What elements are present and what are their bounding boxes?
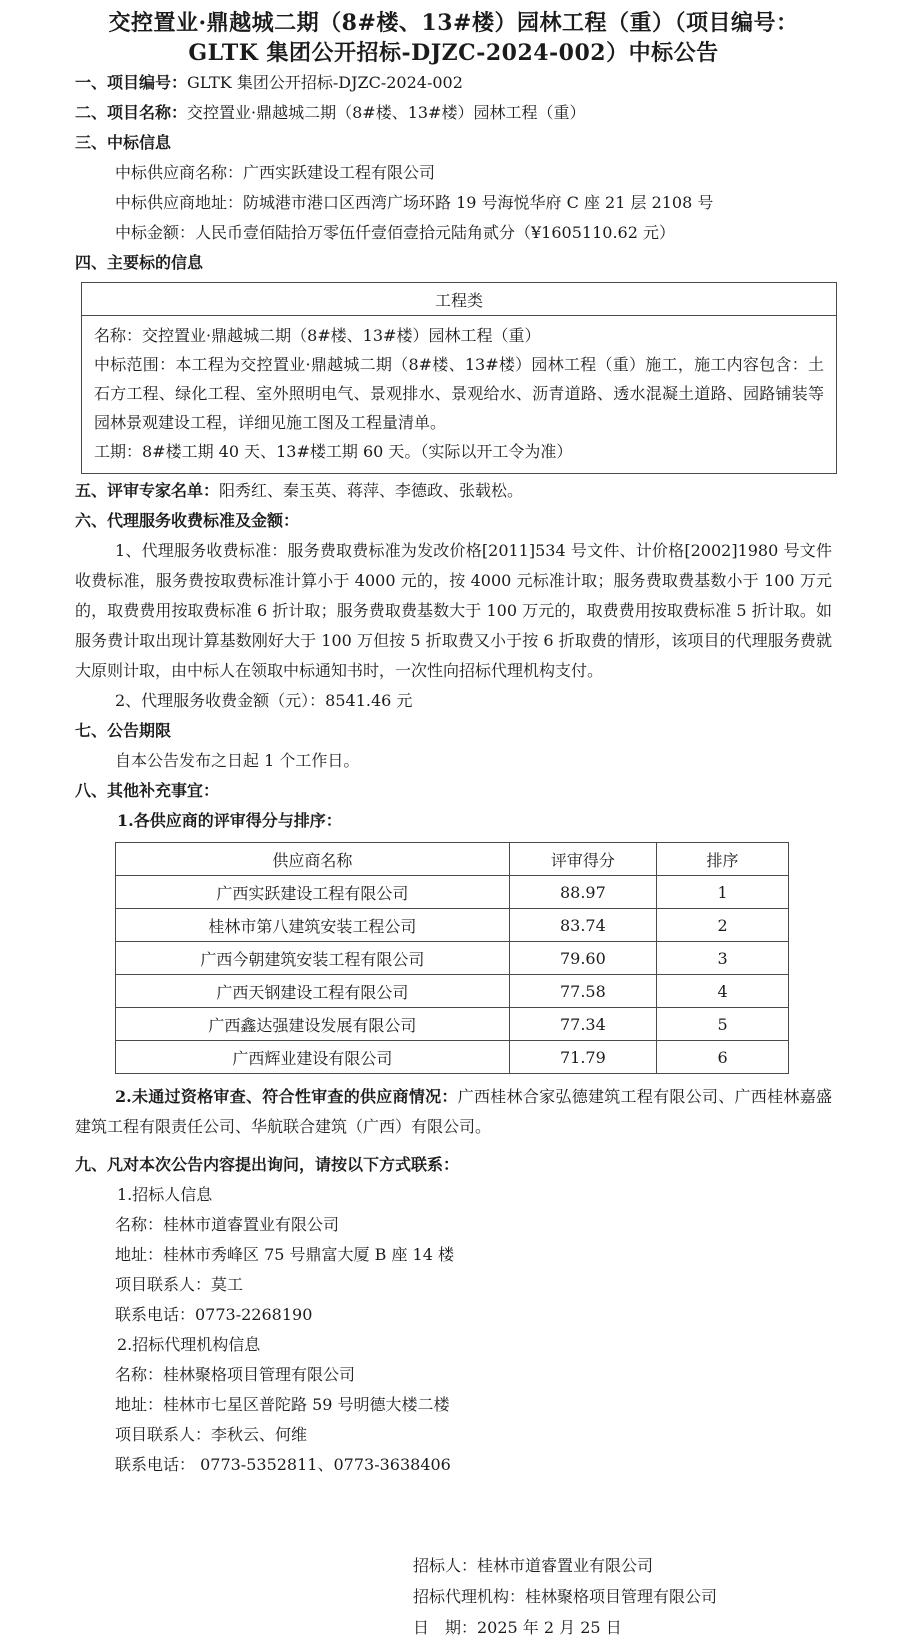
subject-table-header-cell: 工程类 <box>82 283 837 316</box>
supplier-row <box>116 942 789 975</box>
footer-agent-line: 招标代理机构：桂林聚格项目管理有限公司 <box>413 1587 718 1606</box>
project-name-line <box>75 98 832 128</box>
supplier-rank-cell: 3 <box>657 942 789 975</box>
tenderer-contact-line: 项目联系人：莫工 <box>115 1275 244 1294</box>
subject-table-header-row <box>82 283 837 316</box>
footer-date-line: 日 期：2025 年 2 月 25 日 <box>413 1618 622 1637</box>
supplier-row <box>116 975 789 1008</box>
agent-info-subheading: 2.招标代理机构信息 <box>117 1335 261 1354</box>
winner-address-line: 中标供应商地址：防城港市港口区西湾广场环路 19 号海悦华府 C 座 21 层 2108 号 <box>115 193 714 212</box>
supplier-name-cell: 广西鑫达强建设发展有限公司 <box>116 1008 510 1041</box>
failed-suppliers-value: 广西桂林合家弘德建筑工程有限公司、广西桂林嘉盛建筑工程有限责任公司、华航联合建筑（广西）有限公司。 <box>75 1087 832 1136</box>
project-number-value: GLTK 集团公开招标-DJZC-2024-002 <box>187 73 463 92</box>
supplier-score-cell: 83.74 <box>509 909 656 942</box>
winning-amount-line: 中标金额：人民币壹佰陆拾万零伍仟壹佰壹拾元陆角贰分（¥1605110.62 元） <box>115 223 675 242</box>
supplier-rank-cell: 1 <box>657 876 789 909</box>
duration-line: 工期：8#楼工期 40 天、13#楼工期 60 天。（实际以开工令为准） <box>94 442 573 461</box>
agency-fee-amount-line: 2、代理服务收费金额（元）：8541.46 元 <box>115 691 413 710</box>
experts-label: 五、评审专家名单： <box>75 481 220 500</box>
contact-heading: 九、凡对本次公告内容提出询问，请按以下方式联系： <box>75 1155 460 1174</box>
failed-suppliers-label: 2.未通过资格审查、符合性审查的供应商情况： <box>115 1087 458 1106</box>
project-number-line <box>75 68 832 98</box>
supplier-rank-cell: 4 <box>657 975 789 1008</box>
supplier-name-cell: 广西今朝建筑安装工程有限公司 <box>116 942 510 975</box>
signature-block <box>413 1550 832 1643</box>
supplier-name-cell: 广西实跃建设工程有限公司 <box>116 876 510 909</box>
agent-address-line: 地址：桂林市七星区普陀路 59 号明德大楼二楼 <box>115 1395 450 1414</box>
supplier-name-column-header: 供应商名称 <box>116 843 510 876</box>
supplier-rank-cell: 2 <box>657 909 789 942</box>
supplier-rank-cell: 6 <box>657 1041 789 1074</box>
document-title: 交控置业·鼎越城二期（8#楼、13#楼）园林工程（重）（项目编号：GLTK 集团公开招标-DJZC-2024-002）中标公告 <box>108 10 799 66</box>
supplier-score-cell: 77.58 <box>509 975 656 1008</box>
supplier-score-cell: 71.79 <box>509 1041 656 1074</box>
supplier-row <box>116 876 789 909</box>
winner-name-line: 中标供应商名称：广西实跃建设工程有限公司 <box>115 163 436 182</box>
subject-table-body-row <box>82 316 837 474</box>
supplier-row <box>116 1041 789 1074</box>
failed-suppliers-paragraph <box>75 1082 832 1142</box>
agent-phone-line: 联系电话： 0773-5352811、0773-3638406 <box>115 1455 451 1474</box>
project-name-label: 二、项目名称： <box>75 103 188 122</box>
footer-tenderer-line: 招标人：桂林市道睿置业有限公司 <box>413 1556 654 1575</box>
supplier-row <box>116 1008 789 1041</box>
agent-contact-line: 项目联系人：李秋云、何维 <box>115 1425 308 1444</box>
score-table-header-row <box>116 843 789 876</box>
project-number-label: 一、项目编号： <box>75 73 188 92</box>
supplier-score-cell: 88.97 <box>509 876 656 909</box>
tenderer-phone-line: 联系电话：0773-2268190 <box>115 1305 313 1324</box>
agency-fee-standard-paragraph: 1、代理服务收费标准：服务费取费标准为发改价格[2011]534 号文件、计价格[2002]1980 号文件收费标准，服务费按取费标准计算小于 4000 元的，按 4000 元标准计取；服务费取费基数小于 100 万元的，取费费用按取费标准 6 折计取；服务费取费基数大于 100 万元的，取费费用按取费标准 5 折计取。如服务费计取出现计算基数刚好大于 100 万但按 5 折取费又小于按 6 折取费的情形，该项目的代理服务费就大原则计取，由中标人在领取中标通知书时，一次性向招标代理机构支付。 <box>75 541 832 680</box>
subject-info-table <box>81 282 837 474</box>
supplier-rank-cell: 5 <box>657 1008 789 1041</box>
supplier-score-cell: 77.34 <box>509 1008 656 1041</box>
tenderer-address-line: 地址：桂林市秀峰区 75 号鼎富大厦 B 座 14 楼 <box>115 1245 454 1264</box>
supplier-row <box>116 909 789 942</box>
score-ranking-subheading: 1.各供应商的评审得分与排序： <box>117 811 342 830</box>
agency-fee-heading: 六、代理服务收费标准及金额： <box>75 511 300 530</box>
announcement-period-heading: 七、公告期限 <box>75 721 172 740</box>
announcement-period-body: 自本公告发布之日起 1 个工作日。 <box>115 751 360 770</box>
winning-info-heading: 三、中标信息 <box>75 133 172 152</box>
supplier-name-cell: 广西辉业建设有限公司 <box>116 1041 510 1074</box>
score-column-header: 评审得分 <box>509 843 656 876</box>
tenderer-name-line: 名称：桂林市道睿置业有限公司 <box>115 1215 340 1234</box>
agent-name-line: 名称：桂林聚格项目管理有限公司 <box>115 1365 356 1384</box>
supplier-name-cell: 广西天钢建设工程有限公司 <box>116 975 510 1008</box>
subject-info-heading: 四、主要标的信息 <box>75 253 204 272</box>
subject-table-body-cell <box>82 316 837 474</box>
supplier-score-cell: 79.60 <box>509 942 656 975</box>
experts-names: 阳秀红、秦玉英、蒋萍、李德政、张载松。 <box>219 481 524 500</box>
supplier-name-cell: 桂林市第八建筑安装工程公司 <box>116 909 510 942</box>
bid-scope-paragraph: 中标范围：本工程为交控置业·鼎越城二期（8#楼、13#楼）园林工程（重）施工，施工内容包含：土石方工程、绿化工程、室外照明电气、景观排水、景观给水、沥青道路、透水混凝土道路、园路铺装等园林景观建设工程，详细见施工图及工程量清单。 <box>94 355 824 432</box>
project-name-value: 交控置业·鼎越城二期（8#楼、13#楼）园林工程（重） <box>187 103 586 122</box>
subject-name-line: 名称：交控置业·鼎越城二期（8#楼、13#楼）园林工程（重） <box>94 326 541 345</box>
rank-column-header: 排序 <box>657 843 789 876</box>
tenderer-info-subheading: 1.招标人信息 <box>117 1185 213 1204</box>
experts-line <box>75 476 832 506</box>
other-matters-heading: 八、其他补充事宜： <box>75 781 220 800</box>
score-ranking-table <box>115 842 789 1074</box>
